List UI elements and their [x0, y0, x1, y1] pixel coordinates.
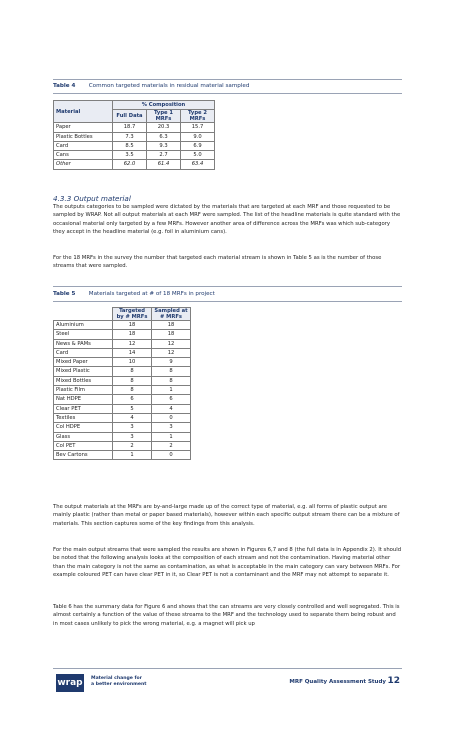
table5-row-label: Plastic Film	[54, 386, 113, 395]
footer-tagline-line2: a better environment	[91, 682, 147, 687]
table4-caption	[53, 83, 249, 89]
table5-caption	[53, 291, 215, 297]
table4-row-label: Paper	[54, 123, 113, 132]
table5-cell: 9	[152, 358, 191, 367]
table5-cell: 12	[113, 339, 152, 348]
table4-label: Table 4	[53, 83, 76, 89]
table5-cell: 12	[152, 348, 191, 357]
table4	[53, 100, 215, 170]
table4-cell: 63.4	[181, 160, 215, 169]
table5-cell: 1	[113, 451, 152, 460]
section-heading: 4.3.3 Output material	[53, 194, 131, 203]
table4-cell: 8.5	[113, 141, 147, 150]
table4-row-label: Plastic Bottles	[54, 132, 113, 141]
table5-row-label: Mixed Plastic	[54, 367, 113, 376]
wrap-logo: wrap	[56, 674, 84, 692]
table5-cell: 12	[152, 339, 191, 348]
table5-row	[54, 451, 191, 460]
table4-cell: 18.7	[113, 123, 147, 132]
table5-row	[54, 376, 191, 385]
table4-col-type1: Type 1 MRFs	[147, 110, 181, 123]
table5-row-label: Nat HDPE	[54, 395, 113, 404]
table5-cell: 18	[152, 330, 191, 339]
table5-cell: 8	[152, 367, 191, 376]
table5-row	[54, 423, 191, 432]
table5-cell: 2	[152, 441, 191, 450]
table4-col-type2: Type 2 MRFs	[181, 110, 215, 123]
table4-row-label: Cans	[54, 151, 113, 160]
table5-row-label: Mixed Paper	[54, 358, 113, 367]
table5-cell: 0	[152, 451, 191, 460]
table5-row-label: Bev Cartons	[54, 451, 113, 460]
table5-row	[54, 358, 191, 367]
table4-cell: 2.7	[147, 151, 181, 160]
table4-title: Common targeted materials in residual material sampled	[88, 83, 250, 89]
table5-row-label: Clear PET	[54, 404, 113, 413]
table5-cell: 3	[113, 432, 152, 441]
body-para4: For the main output streams that were sampled the results are shown in Figures 6,7 and 8 (the full data is in Appendix 2). It should be noted that the following analysis looks at the composition of each stream and not the contamination. Having material other than the main category is not the same as contamination, as what is acceptable in the main category can vary between MRFs. For example coloured PET can have clear PET in it, so Clear PET is not a contaminant and the MRF may not attempt to separate it.	[53, 547, 402, 579]
table5-cell: 4	[152, 404, 191, 413]
table5-cell: 3	[113, 423, 152, 432]
footer-rule	[53, 668, 402, 669]
table5-cell: 6	[152, 395, 191, 404]
table4-cell: 9.3	[147, 141, 181, 150]
page-number: 12	[387, 676, 400, 686]
table4-row	[54, 141, 215, 150]
table5-cell: 5	[113, 404, 152, 413]
table5-row	[54, 395, 191, 404]
table5-cell: 4	[113, 413, 152, 422]
table4-cell: 5.0	[181, 151, 215, 160]
table5-row-label: Aluminium	[54, 321, 113, 330]
table4-row-label: Other	[54, 160, 113, 169]
table5-cell: 8	[113, 376, 152, 385]
footer-tagline	[91, 676, 147, 688]
table5-row-label: Glass	[54, 432, 113, 441]
table5-label: Table 5	[53, 291, 76, 297]
table4-col-full: Full Data	[113, 110, 147, 123]
table5-cell: 1	[152, 386, 191, 395]
table5-rule	[53, 301, 402, 302]
body-para3: The output materials at the MRFs are by-and-large made up of the correct type of material, e.g. all forms of plastic output are mainly plastic (rather than metal or paper based materials), however within each specific output stream there can be a mixture of materials. This section captures some of the key findings from this analysis.	[53, 504, 400, 527]
table5-row	[54, 348, 191, 357]
section-para1: The outputs categories to be sampled were dictated by the materials that are targeted at each MRF and those requested to be sampled by WRAP. Not all output materials at each MRF were sampled. The list of the headline materials is quite standard with the occasional material only targeted by a few MRFs. However another area of difference across the MRFs was which sub-category they accept in the headline material (e.g. foil in aluminium cans).	[53, 204, 401, 236]
table4-cell: 61.4	[147, 160, 181, 169]
table5-row-label: Steel	[54, 330, 113, 339]
table5-row	[54, 432, 191, 441]
table4-cell: 20.3	[147, 123, 181, 132]
table4-row	[54, 160, 215, 169]
table4-cell: 6.3	[147, 132, 181, 141]
table5-row-label: Mixed Bottles	[54, 376, 113, 385]
table4-row	[54, 132, 215, 141]
table4-col-group: % Composition	[113, 101, 215, 110]
table5-cell: 0	[152, 413, 191, 422]
table5-cell: 8	[113, 367, 152, 376]
table4-cell: 6.9	[181, 141, 215, 150]
table5-cell: 6	[113, 395, 152, 404]
table5-row	[54, 413, 191, 422]
table5-row-label: News & PAMs	[54, 339, 113, 348]
table5-row-label: Col HDPE	[54, 423, 113, 432]
table5-row	[54, 330, 191, 339]
table5-cell: 8	[152, 376, 191, 385]
table5-corner	[54, 308, 113, 321]
section-para2: For the 18 MRFs in the survey the number that targeted each material stream is shown in Table 5 as is the number of those streams that were sampled.	[53, 255, 382, 270]
table5-title: Materials targeted at # of 18 MRFs in project	[88, 291, 215, 297]
table5-col-sampled: Sampled at # MRFs	[152, 308, 191, 321]
table5-row	[54, 441, 191, 450]
table5-cell: 18	[113, 330, 152, 339]
table5-cell: 1	[152, 432, 191, 441]
table5-row	[54, 321, 191, 330]
table5-row-label: Card	[54, 348, 113, 357]
table4-cell: 7.3	[113, 132, 147, 141]
table5-cell: 18	[113, 321, 152, 330]
footer-title: MRF Quality Assessment Study	[289, 679, 386, 685]
table4-cell: 3.5	[113, 151, 147, 160]
table5-col-targeted: Targeted by # MRFs	[113, 308, 152, 321]
table4-col-material: Material	[54, 101, 113, 123]
table4-cell: 15.7	[181, 123, 215, 132]
table5-cell: 3	[152, 423, 191, 432]
table5-row-label: Textiles	[54, 413, 113, 422]
table5-top-rule	[53, 286, 402, 287]
top-rule	[53, 79, 402, 80]
page-footer	[53, 670, 402, 700]
table4-row-label: Card	[54, 141, 113, 150]
table4-cell: 9.0	[181, 132, 215, 141]
table5-row	[54, 367, 191, 376]
table4-rule	[53, 93, 402, 94]
table5-row	[54, 339, 191, 348]
table5-cell: 2	[113, 441, 152, 450]
body-para5: Table 6 has the summary data for Figure 6 and shows that the can streams are very closely controlled and well segregated. This is almost certainly a function of the value of these streams to the MRF and the technology used to separate them being robust and in most cases unlikely to pick the wrong material, e.g. a magnet will pick up	[53, 604, 400, 627]
table5-cell: 18	[152, 321, 191, 330]
table5-cell: 14	[113, 348, 152, 357]
table4-row	[54, 123, 215, 132]
footer-tagline-line1: Material change for	[91, 676, 142, 681]
table5-row	[54, 404, 191, 413]
table4-cell: 62.0	[113, 160, 147, 169]
table5	[53, 307, 191, 460]
table5-cell: 10	[113, 358, 152, 367]
table5-row-label: Col PET	[54, 441, 113, 450]
table5-row	[54, 386, 191, 395]
table5-cell: 8	[113, 386, 152, 395]
table4-row	[54, 151, 215, 160]
